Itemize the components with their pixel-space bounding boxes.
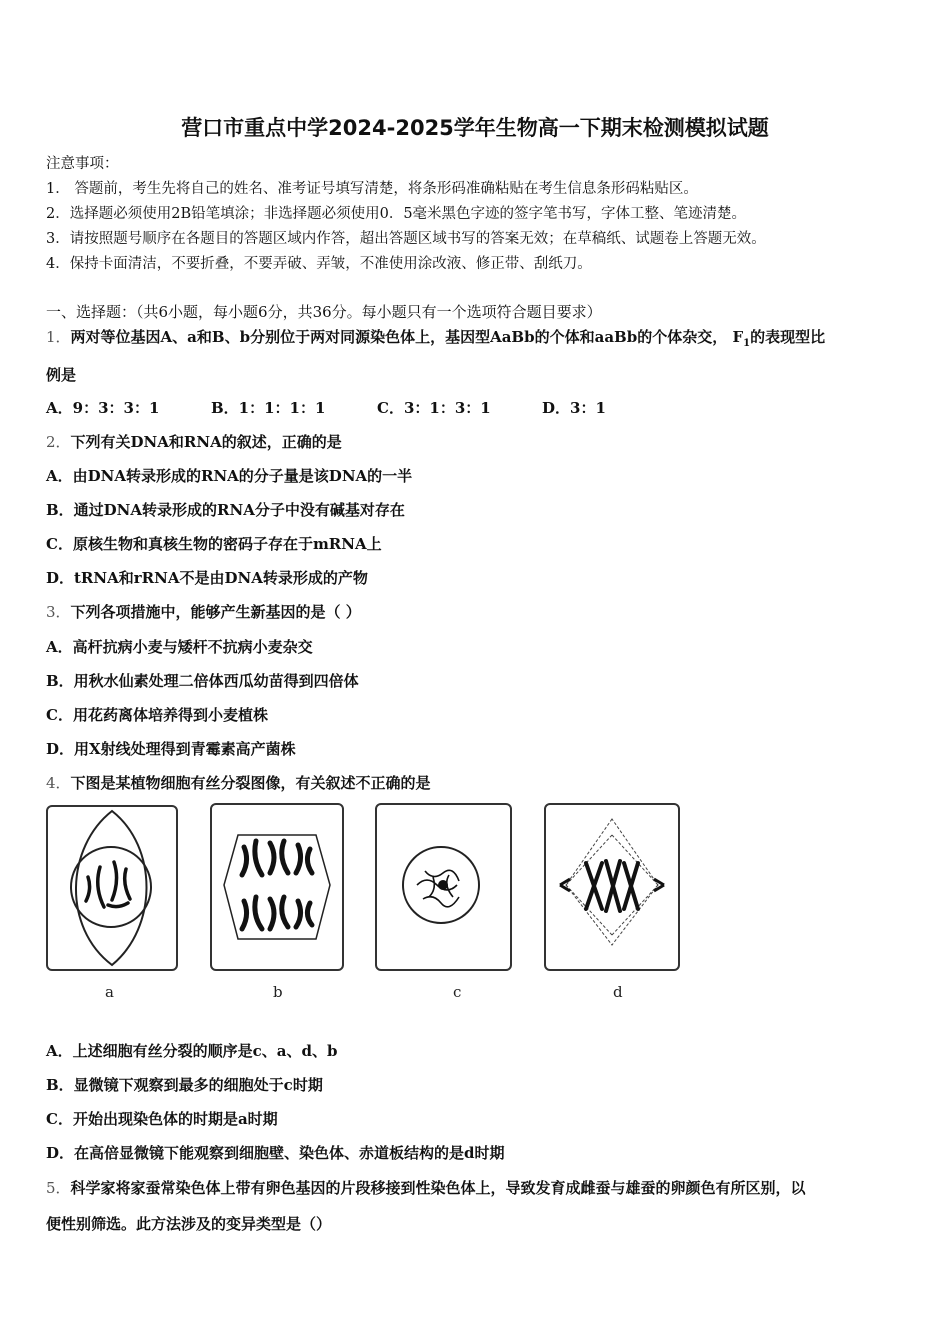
notice-item: 4．保持卡面清洁，不要折叠，不要弄破、弄皱，不准使用涂改液、修正带、刮纸刀。	[46, 256, 592, 272]
question-4	[46, 772, 431, 793]
option-a[interactable]: A．高杆抗病小麦与矮杆不抗病小麦杂交	[46, 638, 313, 656]
option-d[interactable]: D．tRNA和rRNA不是由DNA转录形成的产物	[46, 569, 368, 587]
notice-item: 1． 答题前，考生先将自己的姓名、准考证号填写清楚，将条形码准确粘贴在考生信息条形码粘贴区。	[46, 181, 698, 197]
mitosis-figure	[44, 800, 684, 1010]
option-b[interactable]: B．显微镜下观察到最多的细胞处于c时期	[46, 1076, 323, 1094]
option-b[interactable]: B．用秋水仙素处理二倍体西瓜幼苗得到四倍体	[46, 672, 359, 690]
cell-image-c	[375, 803, 512, 971]
figure-label-b: b	[273, 983, 283, 1001]
question-number: 2．	[46, 433, 71, 451]
f1-symbol: $F_1$	[732, 328, 751, 349]
question-number: 3．	[46, 603, 71, 621]
option-c[interactable]: C．3：1：3：1	[377, 399, 491, 417]
question-5	[46, 1177, 806, 1198]
question-1	[46, 326, 825, 349]
notice-item: 3．请按照题号顺序在各题目的答题区域内作答，超出答题区域书写的答案无效；在草稿纸、试题卷上答题无效。	[46, 231, 766, 247]
question-1-continued: 例是	[46, 366, 77, 384]
figure-label-a: a	[105, 983, 114, 1001]
figure-label-d: d	[613, 983, 623, 1001]
question-stem: 下列各项措施中，能够产生新基因的是（ ）	[70, 603, 361, 621]
figure-label-c: c	[453, 983, 462, 1001]
option-b[interactable]: B．通过DNA转录形成的RNA分子中没有碱基对存在	[46, 501, 405, 519]
question-number: 1．	[46, 328, 71, 346]
notice-item: 2．选择题必须使用2B铅笔填涂；非选择题必须使用0．5毫米黑色字迹的签字笔书写，字体工整、笔迹清楚。	[46, 206, 747, 222]
option-c[interactable]: C．开始出现染色体的时期是a时期	[46, 1110, 278, 1128]
question-stem: 下列有关DNA和RNA的叙述，正确的是	[70, 433, 342, 451]
cell-image-d	[544, 803, 680, 971]
option-c[interactable]: C．用花药离体培养得到小麦植株	[46, 706, 268, 724]
question-stem: 科学家将家蚕常染色体上带有卵色基因的片段移接到性染色体上，导致发育成雌蚕与雄蚕的卵颜色有所区别，以	[70, 1179, 806, 1197]
question-2	[46, 431, 342, 452]
section-heading: 一、选择题：（共6小题，每小题6分，共36分。每小题只有一个选项符合题目要求）	[46, 303, 602, 321]
option-d[interactable]: D．用X射线处理得到青霉素高产菌株	[46, 740, 296, 758]
option-a[interactable]: A．9：3：3：1	[46, 399, 160, 417]
notice-heading: 注意事项：	[46, 156, 119, 172]
question-3	[46, 601, 361, 622]
option-a[interactable]: A．上述细胞有丝分裂的顺序是c、a、d、b	[46, 1042, 338, 1060]
page-title: 营口市重点中学2024-2025学年生物高一下期末检测模拟试题	[181, 116, 769, 140]
question-number: 5．	[46, 1179, 71, 1197]
option-b[interactable]: B．1：1：1：1	[211, 399, 326, 417]
question-1-options	[46, 397, 606, 418]
option-c[interactable]: C．原核生物和真核生物的密码子存在于mRNA上	[46, 535, 382, 553]
option-d[interactable]: D．3：1	[542, 399, 606, 417]
question-stem-tail: 的表现型比	[750, 328, 826, 346]
cell-image-a	[46, 805, 178, 971]
option-d[interactable]: D．在高倍显微镜下能观察到细胞壁、染色体、赤道板结构的是d时期	[46, 1144, 505, 1162]
question-stem: 下图是某植物细胞有丝分裂图像，有关叙述不正确的是	[70, 774, 431, 792]
cell-image-b	[210, 803, 344, 971]
question-stem: 两对等位基因A、a和B、b分别位于两对同源染色体上，基因型AaBb的个体和aaBb的个体杂交，	[70, 328, 728, 346]
question-5-continued: 便性别筛选。此方法涉及的变异类型是（）	[46, 1215, 332, 1233]
question-number: 4．	[46, 774, 71, 792]
option-a[interactable]: A．由DNA转录形成的RNA的分子量是该DNA的一半	[46, 467, 413, 485]
